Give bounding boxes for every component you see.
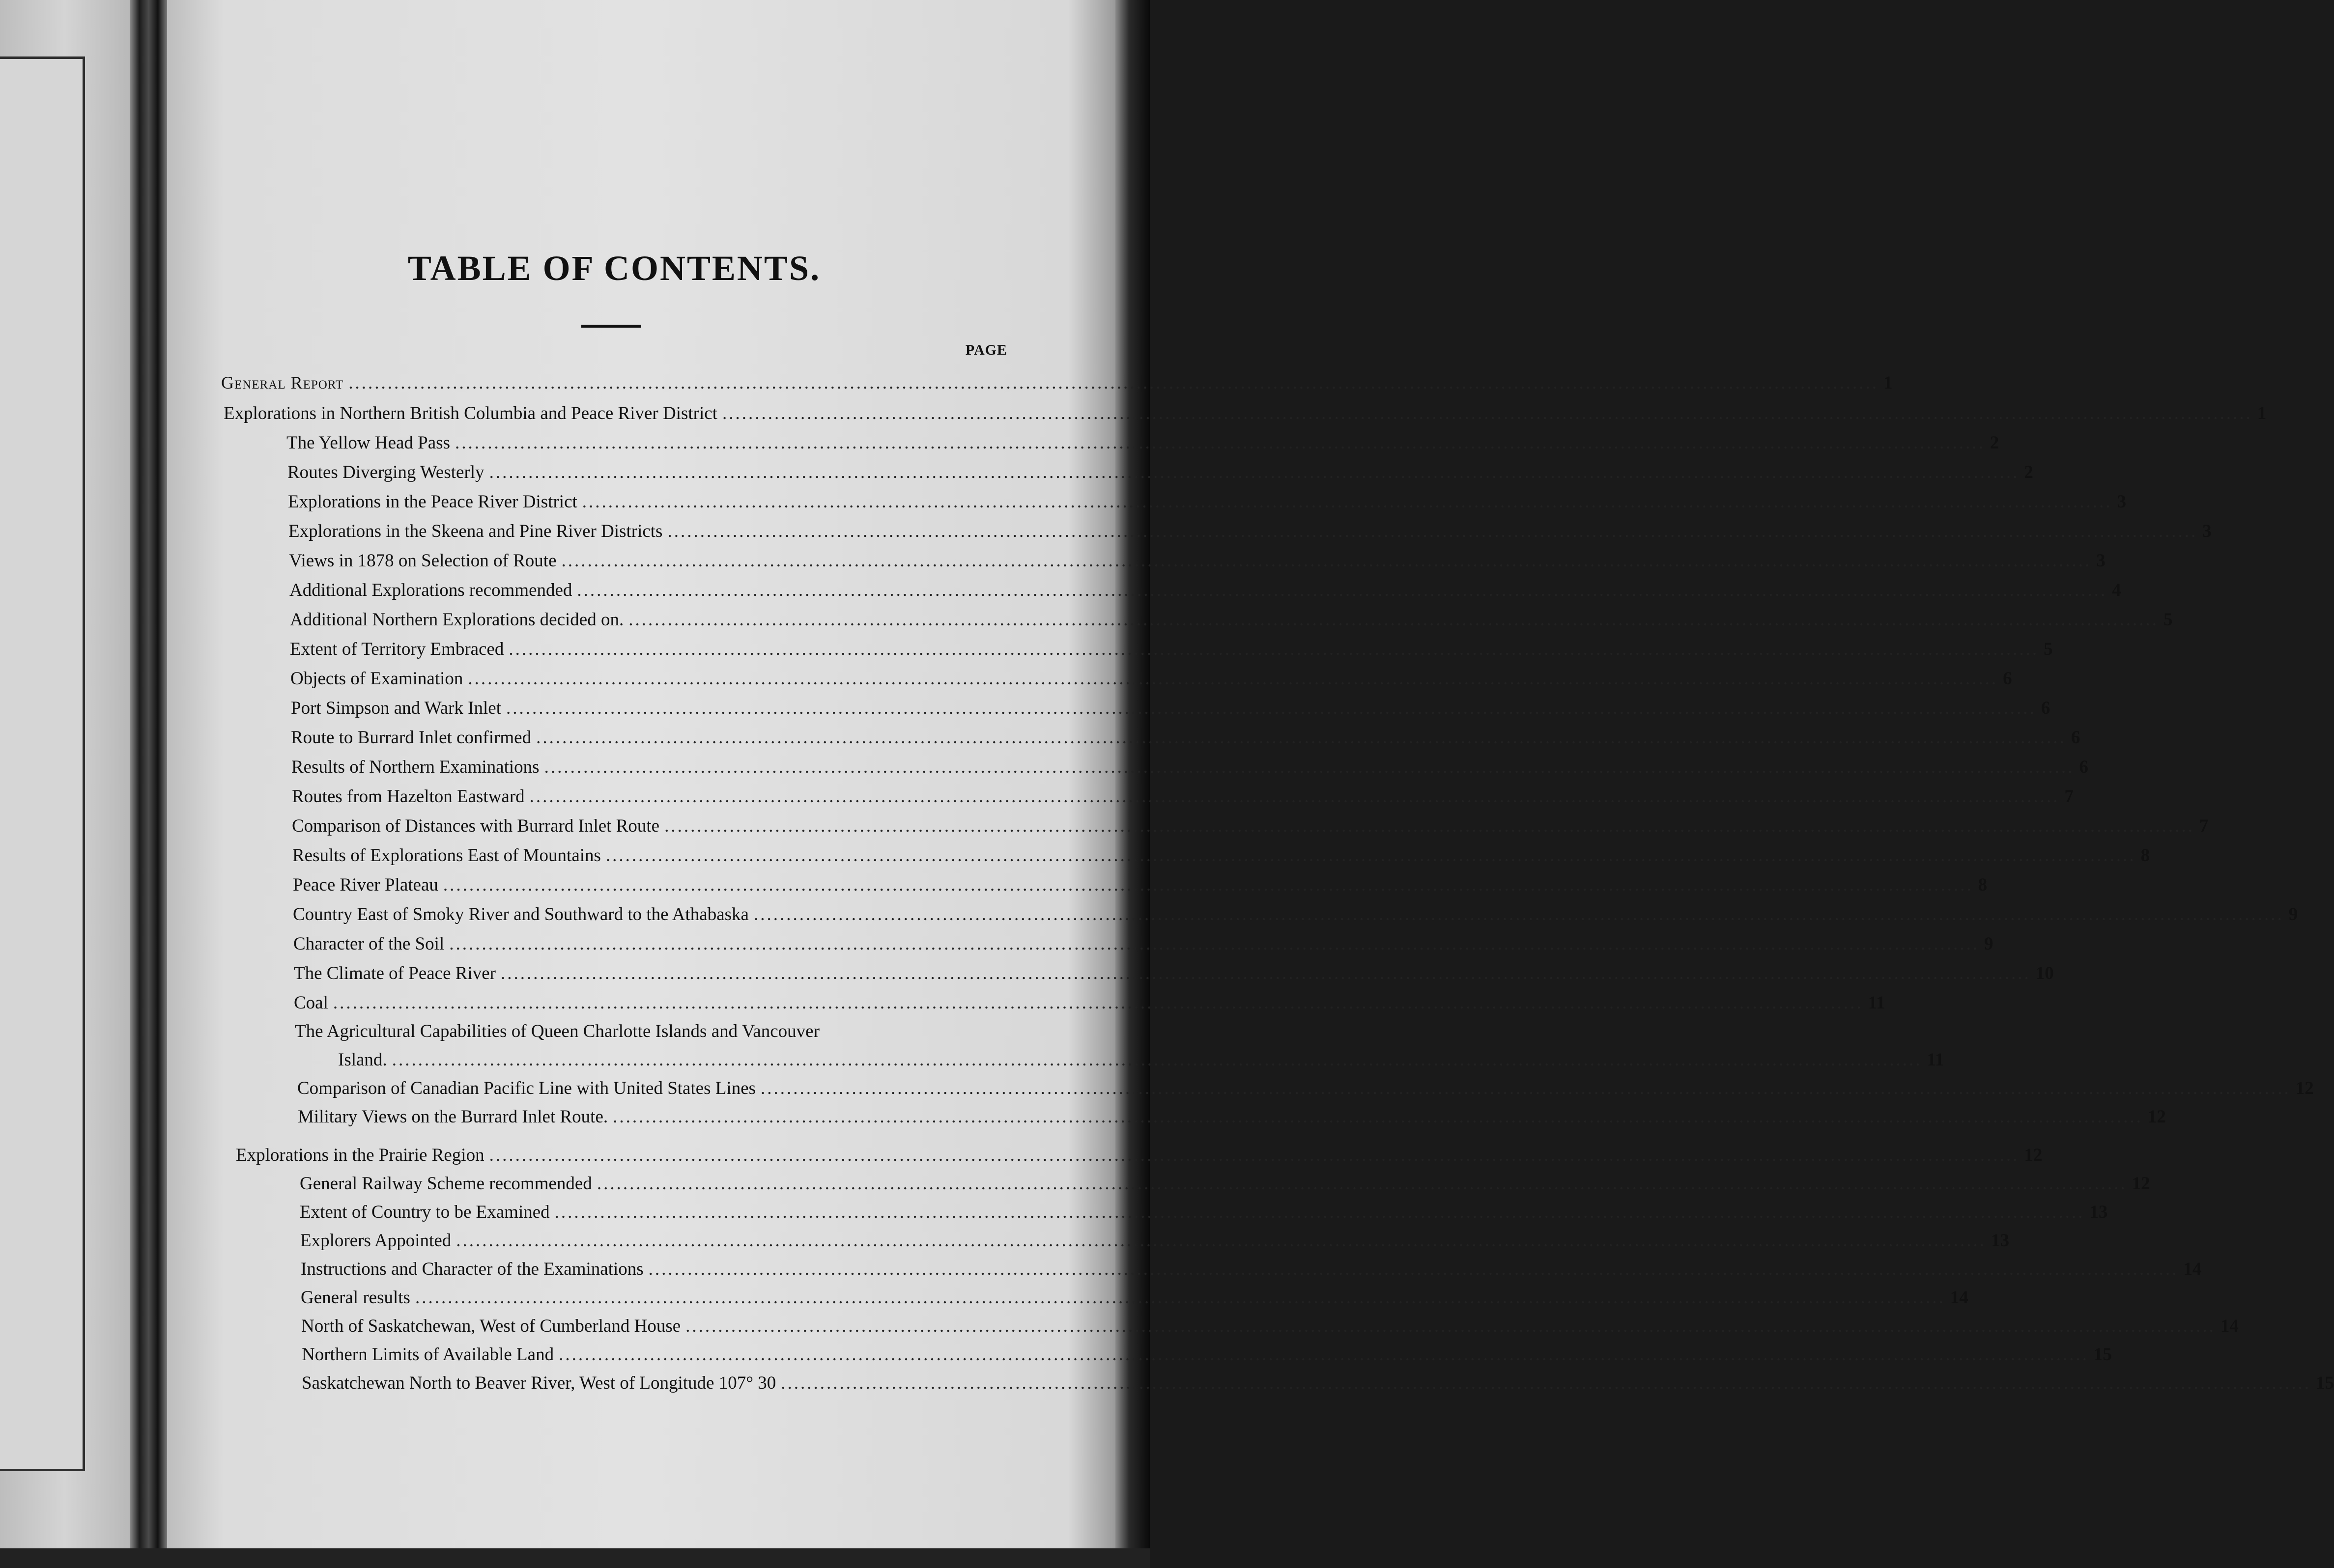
toc-entry[interactable] (221, 373, 1893, 393)
dot-leader: ........................................................................................................................................................................................................................................... (455, 433, 1985, 453)
toc-entry[interactable] (224, 403, 2267, 424)
toc-entry-page: 4 (2112, 580, 2121, 600)
toc-entry-title: Comparison of Canadian Pacific Line with United States Lines (297, 1078, 756, 1098)
toc-entry[interactable] (302, 1344, 2112, 1365)
toc-entry-page: 13 (1991, 1231, 2010, 1251)
page-bottom-edge (0, 1548, 1150, 1568)
toc-entry-page: 11 (1927, 1050, 1944, 1070)
toc-entry[interactable] (300, 1231, 2010, 1251)
toc-entry-title: Results of Northern Examinations (291, 757, 540, 777)
dot-leader: ........................................................................................................................................................................................................................................... (628, 610, 2159, 630)
toc-entry-page: 2 (2024, 462, 2033, 482)
dot-leader: ........................................................................................................................................................................................................................................... (577, 580, 2107, 600)
toc-entry-title: General Report (221, 373, 344, 392)
dot-leader: ........................................................................................................................................................................................................................................... (613, 1107, 2143, 1127)
toc-entry-title: Routes Diverging Westerly (287, 462, 484, 482)
toc-entry-page: 6 (2071, 728, 2080, 748)
toc-entry-title: The Agricultural Capabilities of Queen Charlotte Islands and Vancouver (295, 1021, 820, 1041)
toc-entry-page: 11 (1868, 993, 1885, 1013)
dot-leader: ........................................................................................................................................................................................................................................... (333, 993, 1863, 1013)
toc-entry-title: Port Simpson and Wark Inlet (291, 698, 501, 718)
toc-entry[interactable] (291, 757, 2088, 778)
toc-entry[interactable] (292, 845, 2150, 866)
toc-entry-page: 14 (2220, 1316, 2239, 1336)
page-column-header: PAGE (965, 342, 1007, 358)
toc-entry[interactable] (236, 1145, 2043, 1166)
toc-entry-page: 2 (1990, 433, 1999, 453)
toc-entry-title: Country East of Smoky River and Southward to the Athabaska (293, 904, 749, 924)
toc-entry-title: Views in 1878 on Selection of Route (289, 551, 557, 571)
toc-entry[interactable] (292, 786, 2074, 807)
dot-leader: ........................................................................................................................................................................................................................................... (392, 1050, 1922, 1070)
toc-entry-page: 6 (2003, 669, 2012, 689)
dot-leader: ........................................................................................................................................................................................................................................... (536, 728, 2066, 748)
toc-entry[interactable] (295, 1022, 1008, 1042)
dot-leader: ........................................................................................................................................................................................................................................... (489, 1145, 2020, 1165)
toc-entry-title: Instructions and Character of the Examinations (301, 1259, 644, 1279)
toc-entry-page: 6 (2079, 757, 2088, 777)
toc-entry[interactable] (302, 1373, 2334, 1394)
toc-entry[interactable] (293, 934, 1993, 954)
dot-leader: ........................................................................................................................................................................................................................................... (582, 492, 2112, 512)
dot-leader: ........................................................................................................................................................................................................................................... (597, 1174, 2127, 1194)
toc-entry-title: Additional Northern Explorations decided on. (290, 610, 624, 630)
toc-entry-title: Additional Explorations recommended (289, 580, 572, 600)
dot-leader: ........................................................................................................................................................................................................................................... (456, 1231, 1987, 1251)
toc-entry[interactable] (298, 1107, 2166, 1127)
toc-entry[interactable] (293, 904, 2298, 925)
toc-entry[interactable] (301, 1316, 2239, 1337)
toc-entry-title: Route to Burrard Inlet confirmed (291, 728, 532, 748)
page-title: TABLE OF CONTENTS. (407, 249, 821, 288)
toc-entry[interactable] (292, 816, 2209, 837)
toc-entry-page: 3 (2096, 551, 2106, 571)
dot-leader: ........................................................................................................................................................................................................................................... (753, 904, 2284, 924)
toc-entry[interactable] (297, 1078, 2314, 1099)
toc-entry[interactable] (287, 462, 2033, 483)
toc-entry-title: Extent of Country to be Examined (300, 1202, 550, 1222)
toc-entry-page: 12 (2132, 1174, 2150, 1194)
toc-entry-page: 6 (2041, 698, 2050, 718)
dot-leader: ........................................................................................................................................................................................................................................... (554, 1202, 2085, 1222)
dot-leader: ........................................................................................................................................................................................................................................... (348, 373, 1879, 393)
toc-entry[interactable] (289, 551, 2106, 571)
dot-leader: ........................................................................................................................................................................................................................................... (781, 1373, 2311, 1393)
toc-entry-title: Objects of Examination (290, 669, 463, 689)
toc-entry-page: 14 (1950, 1288, 1968, 1308)
toc-entry-title: Northern Limits of Available Land (302, 1344, 554, 1365)
dot-leader: ........................................................................................................................................................................................................................................... (443, 875, 1973, 895)
toc-entry-page: 15 (2093, 1344, 2112, 1365)
toc-entry-page: 9 (1984, 934, 1993, 954)
toc-entry-page: 5 (2044, 639, 2053, 659)
dot-leader: ........................................................................................................................................................................................................................................... (559, 1344, 2089, 1365)
toc-entry-title: Explorations in the Peace River District (288, 492, 577, 512)
toc-entry-title: Saskatchewan North to Beaver River, West of Longitude 107° 30 (302, 1373, 776, 1393)
toc-entry-page: 12 (2147, 1107, 2166, 1127)
dot-leader: ........................................................................................................................................................................................................................................... (685, 1316, 2216, 1336)
left-page-panel (0, 56, 85, 1471)
toc-entry-title: Routes from Hazelton Eastward (292, 786, 525, 807)
toc-entry-title: Peace River Plateau (293, 875, 438, 895)
dot-leader: ........................................................................................................................................................................................................................................... (506, 698, 2036, 718)
toc-entry[interactable] (290, 610, 2173, 630)
toc-entry-page: 9 (2288, 904, 2298, 924)
toc-entry-title: Coal (294, 993, 328, 1013)
toc-entry-title: Explorations in the Skeena and Pine River Districts (288, 521, 663, 541)
toc-entry[interactable] (288, 521, 2212, 542)
toc-entry-page: 1 (1883, 373, 1893, 393)
toc-entry-title: General Railway Scheme recommended (300, 1174, 592, 1194)
dot-leader: ........................................................................................................................................................................................................................................... (468, 669, 1998, 689)
toc-entry-title: Military Views on the Burrard Inlet Route. (298, 1107, 608, 1127)
dot-leader: ........................................................................................................................................................................................................................................... (415, 1288, 1945, 1308)
book-spine (130, 0, 167, 1568)
dot-leader: ........................................................................................................................................................................................................................................... (509, 639, 2039, 659)
dot-leader: ........................................................................................................................................................................................................................................... (667, 521, 2198, 541)
toc-entry-continuation[interactable] (338, 1050, 1944, 1070)
toc-entry[interactable] (300, 1174, 2150, 1194)
dot-leader: ........................................................................................................................................................................................................................................... (761, 1078, 2291, 1098)
dot-leader: ........................................................................................................................................................................................................................................... (529, 786, 2060, 807)
toc-entry[interactable] (289, 580, 2121, 601)
toc-entry[interactable] (294, 963, 2054, 984)
toc-entry-title: Explorers Appointed (300, 1231, 452, 1251)
toc-entry-title: Explorations in Northern British Columbia and Peace River District (224, 403, 717, 423)
dot-leader: ........................................................................................................................................................................................................................................... (500, 963, 2031, 983)
toc-entry[interactable] (300, 1202, 2108, 1223)
toc-entry-page: 8 (2140, 845, 2150, 866)
toc-entry[interactable] (290, 639, 2053, 660)
toc-entry-page: 5 (2163, 610, 2173, 630)
toc-entry-page: 1 (2257, 403, 2267, 423)
toc-entry[interactable] (291, 728, 2080, 748)
toc-entry[interactable] (288, 492, 2127, 512)
toc-entry[interactable] (301, 1259, 2202, 1280)
toc-entry-page: 12 (2024, 1145, 2043, 1165)
toc-entry-title: Character of the Soil (293, 934, 445, 954)
dot-leader: ........................................................................................................................................................................................................................................... (664, 816, 2194, 836)
dot-leader: ........................................................................................................................................................................................................................................... (648, 1259, 2179, 1279)
toc-entry-page: 3 (2117, 492, 2127, 512)
toc-entry[interactable] (291, 698, 2050, 719)
toc-entry[interactable] (293, 875, 1988, 896)
dot-leader: ........................................................................................................................................................................................................................................... (489, 462, 2020, 482)
toc-entry-page: 15 (2316, 1373, 2334, 1393)
title-rule (581, 325, 641, 328)
dot-leader: ........................................................................................................................................................................................................................................... (561, 551, 2092, 571)
dot-leader: ........................................................................................................................................................................................................................................... (544, 757, 2075, 777)
toc-entry-title: Explorations in the Prairie Region (236, 1145, 484, 1165)
dot-leader: ........................................................................................................................................................................................................................................... (722, 403, 2252, 423)
toc-entry[interactable] (286, 433, 1999, 453)
toc-entry-title: General results (301, 1288, 410, 1308)
toc-entry-title: The Climate of Peace River (294, 963, 496, 983)
toc-entry-title: Comparison of Distances with Burrard Inlet Route (292, 816, 660, 836)
toc-entry-page: 13 (2089, 1202, 2108, 1222)
toc-entry-title: Extent of Territory Embraced (290, 639, 504, 659)
toc-entry-page: 7 (2064, 786, 2074, 807)
dot-leader: ........................................................................................................................................................................................................................................... (605, 845, 2136, 866)
toc-entry-title: The Yellow Head Pass (286, 433, 450, 453)
toc-entry-title-continuation: Island. (338, 1050, 387, 1070)
toc-entry[interactable] (301, 1288, 1968, 1308)
toc-entry-page: 10 (2035, 963, 2054, 983)
toc-entry-page: 14 (2183, 1259, 2202, 1279)
toc-entry-page: 7 (2199, 816, 2209, 836)
toc-entry[interactable] (294, 993, 1885, 1013)
dot-leader: ........................................................................................................................................................................................................................................... (449, 934, 1979, 954)
toc-entry-page: 12 (2295, 1078, 2314, 1098)
toc-entry-title: Results of Explorations East of Mountains (292, 845, 601, 866)
toc-entry-page: 8 (1978, 875, 1988, 895)
toc-entry-title: North of Saskatchewan, West of Cumberland House (301, 1316, 681, 1336)
toc-entry[interactable] (290, 669, 2012, 689)
toc-entry-page: 3 (2202, 521, 2212, 541)
